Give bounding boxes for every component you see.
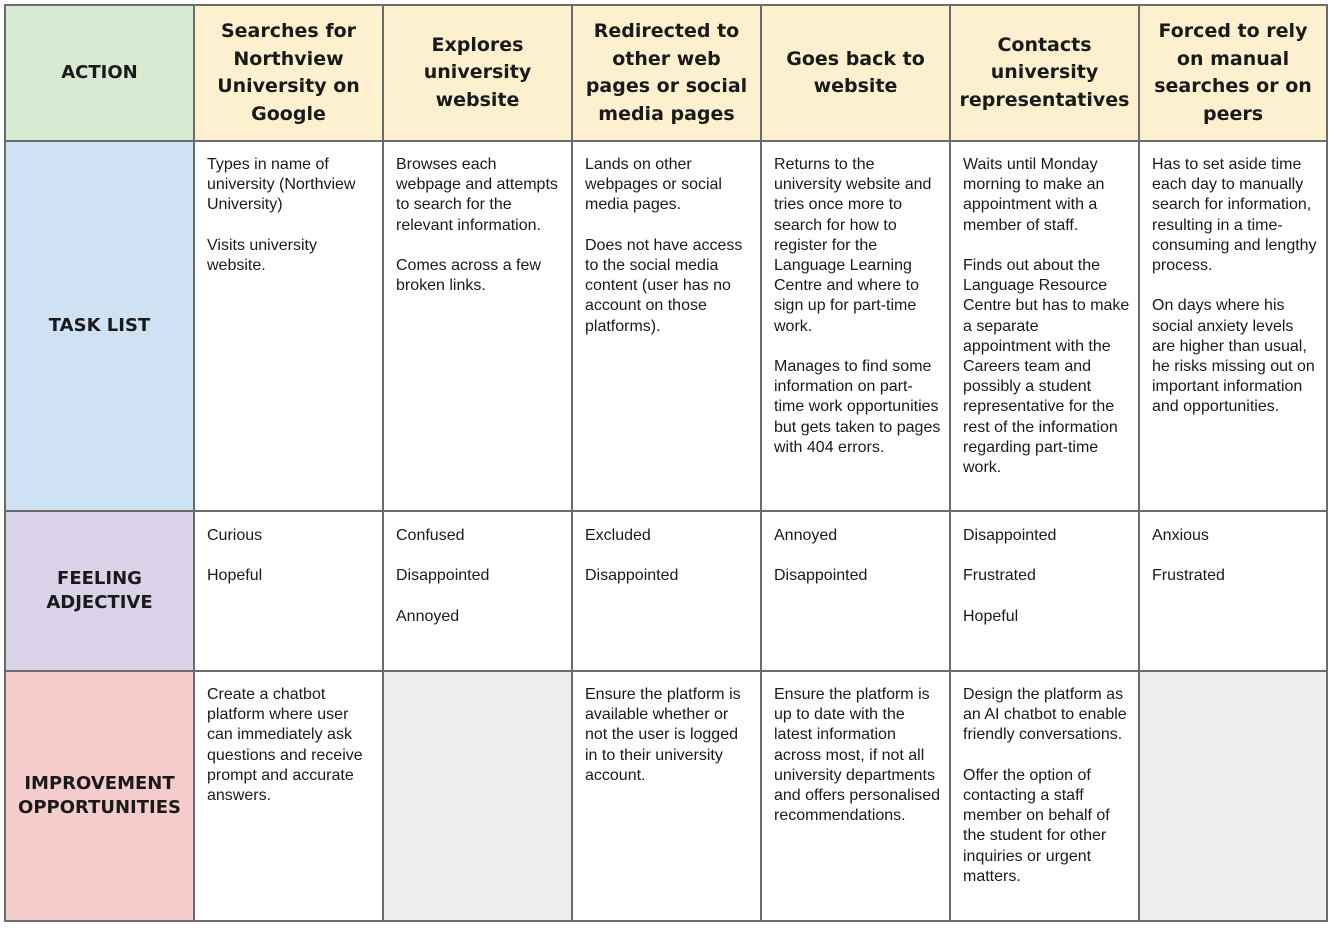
action-row-header: ACTION [5,5,194,141]
feeling-cell [950,511,1139,671]
feeling-text: Frustrated [963,567,1036,585]
task-list-row-header: TASK LIST [5,141,194,511]
improvement-cell [572,671,761,921]
task-cell [572,141,761,511]
task-cell [950,141,1139,511]
task-text: Finds out about the Language Resource Centre but has to make a separate appointment with the Careers team and possibly a student representative for the rest of the information regarding part-time work. [963,257,1130,477]
feeling-text: Confused [396,527,465,544]
task-cell [761,141,950,511]
action-cell: Forced to rely on manual searches or on peers [1139,5,1327,141]
action-cell: Goes back to website [761,5,950,141]
improvement-cell [950,671,1139,921]
feeling-text: Annoyed [396,607,460,625]
task-cell [1139,141,1327,511]
improvement-text: Create a chatbot platform where user can immediately ask questions and receive prompt and accurate answers. [207,686,363,805]
action-cell: Explores university website [383,5,572,141]
improvement-text: Design the platform as an AI chatbot to enable friendly conversations. [963,686,1127,744]
task-list-row [5,141,1327,511]
feeling-cell [1139,511,1327,671]
feeling-text: Frustrated [1152,567,1225,585]
task-text: Does not have access to the social media content (user has no account on those platforms). [585,236,743,335]
feeling-text: Hopeful [207,567,263,585]
feeling-cell [572,511,761,671]
task-text: Lands on other webpages or social media pages. [585,156,722,214]
task-text: Visits university website. [207,236,317,274]
improvement-cell [761,671,950,921]
feeling-text: Anxious [1152,527,1209,544]
task-text: On days where his social anxiety levels are higher than usual, he risks missing out on important information and opportunities. [1152,297,1315,416]
feeling-text: Annoyed [774,527,838,544]
task-text: Waits until Monday morning to make an appointment with a member of staff. [963,156,1105,234]
feeling-cell [194,511,383,671]
improvement-cell [194,671,383,921]
task-text: Browses each webpage and attempts to search for the relevant information. [396,156,558,234]
feeling-cell [761,511,950,671]
task-cell [383,141,572,511]
task-text: Comes across a few broken links. [396,257,541,295]
feeling-text: Disappointed [774,567,868,585]
feeling-text: Disappointed [396,567,490,585]
improvement-row [5,671,1327,921]
action-cell: Contacts university representatives [950,5,1139,141]
task-text: Returns to the university website and tries once more to search for how to register for the Language Learning Centre and where to sign up for part-time work. [774,156,932,335]
feeling-row [5,511,1327,671]
feeling-text: Disappointed [585,567,679,585]
task-text: Manages to find some information on part-time work opportunities but gets taken to pages with 404 errors. [774,358,941,456]
action-cell: Searches for Northview University on Google [194,5,383,141]
improvement-opportunities-row-header: IMPROVEMENT OPPORTUNITIES [5,671,194,921]
feeling-text: Disappointed [963,527,1057,544]
feeling-cell [383,511,572,671]
task-cell [194,141,383,511]
empty-improvement-cell [1139,671,1327,921]
action-cell: Redirected to other web pages or social media pages [572,5,761,141]
feeling-text: Excluded [585,527,651,544]
feeling-text: Hopeful [963,607,1019,625]
feeling-text: Curious [207,527,263,544]
feeling-adjective-row-header: FEELING ADJECTIVE [5,511,194,671]
action-row [5,5,1327,141]
task-text: Types in name of university (Northview University) [207,156,356,214]
customer-journey-map [4,4,1328,922]
improvement-text: Ensure the platform is up to date with the latest information across most, if not all university departments and offers personalised recommendations. [774,686,941,825]
improvement-text: Offer the option of contacting a staff member on behalf of the student for other inquiries or urgent matters. [963,766,1110,885]
task-text: Has to set aside time each day to manually search for information, resulting in a time-consuming and lengthy process. [1152,156,1317,275]
improvement-text: Ensure the platform is available whether or not the user is logged in to their university account. [585,686,741,784]
empty-improvement-cell [383,671,572,921]
